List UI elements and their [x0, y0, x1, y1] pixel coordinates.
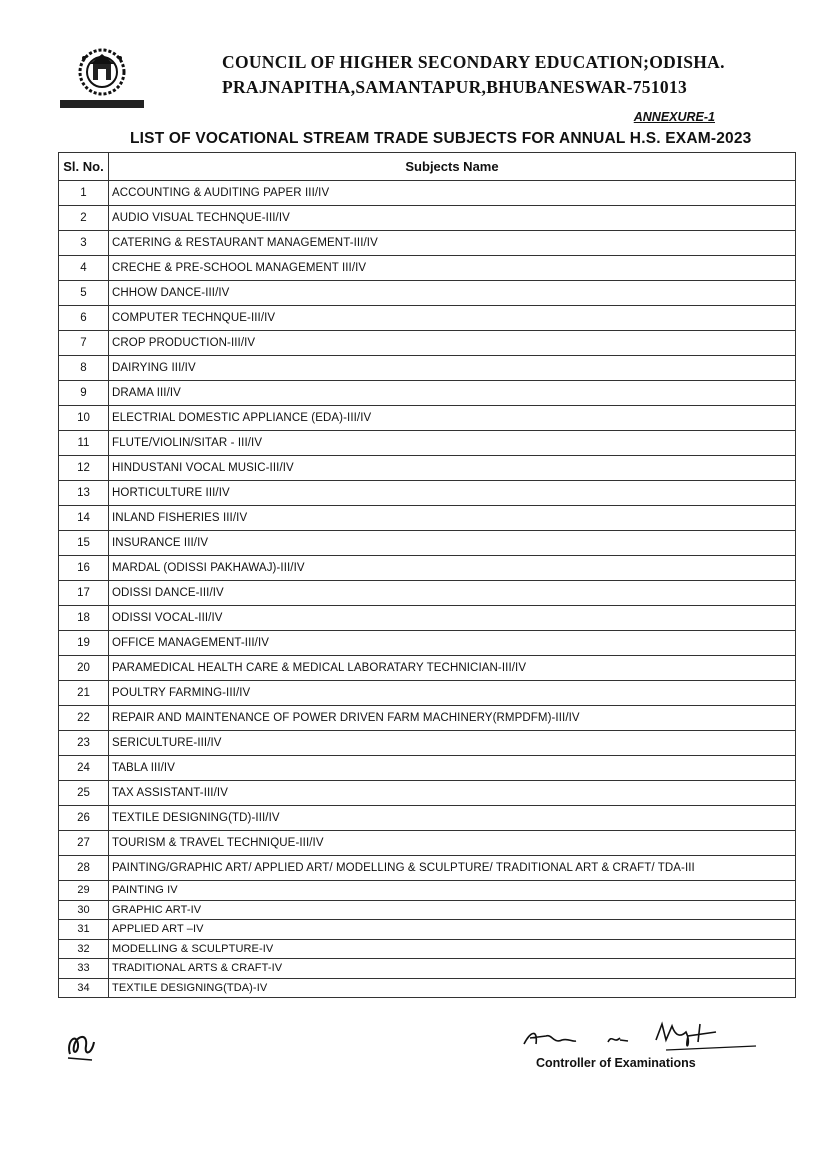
sl-no-cell: 25	[59, 781, 109, 806]
logo-caption-strip	[60, 100, 144, 108]
subjects-table	[58, 152, 796, 998]
subject-name-cell: AUDIO VISUAL TECHNQUE-III/IV	[109, 206, 796, 231]
sl-no-cell: 3	[59, 231, 109, 256]
subject-name-cell: DRAMA III/IV	[109, 381, 796, 406]
table-row	[59, 939, 796, 959]
table-row	[59, 831, 796, 856]
table-row	[59, 331, 796, 356]
subject-name-cell: MARDAL (ODISSI PAKHAWAJ)-III/IV	[109, 556, 796, 581]
sl-no-cell: 1	[59, 181, 109, 206]
table-row	[59, 581, 796, 606]
subject-name-cell: TRADITIONAL ARTS & CRAFT-IV	[109, 959, 796, 979]
sl-no-cell: 34	[59, 978, 109, 998]
sl-no-cell: 6	[59, 306, 109, 331]
initials-mark-icon	[62, 1024, 102, 1064]
table-row	[59, 181, 796, 206]
sl-no-cell: 29	[59, 881, 109, 901]
subject-name-cell: PARAMEDICAL HEALTH CARE & MEDICAL LABORATARY TECHNICIAN-III/IV	[109, 656, 796, 681]
table-header-row	[59, 153, 796, 181]
table-row	[59, 606, 796, 631]
sl-no-cell: 11	[59, 431, 109, 456]
table-row	[59, 756, 796, 781]
subject-name-cell: REPAIR AND MAINTENANCE OF POWER DRIVEN FARM MACHINERY(RMPDFM)-III/IV	[109, 706, 796, 731]
subject-name-cell: SERICULTURE-III/IV	[109, 731, 796, 756]
sl-no-cell: 10	[59, 406, 109, 431]
subject-name-cell: DAIRYING III/IV	[109, 356, 796, 381]
subject-name-cell: PAINTING IV	[109, 881, 796, 901]
sl-no-cell: 8	[59, 356, 109, 381]
subject-name-cell: OFFICE MANAGEMENT-III/IV	[109, 631, 796, 656]
subject-name-cell: CATERING & RESTAURANT MANAGEMENT-III/IV	[109, 231, 796, 256]
table-row	[59, 978, 796, 998]
sl-no-header: Sl. No.	[59, 153, 109, 181]
subject-name-cell: MODELLING & SCULPTURE-IV	[109, 939, 796, 959]
sl-no-cell: 28	[59, 856, 109, 881]
table-row	[59, 900, 796, 920]
subject-name-cell: GRAPHIC ART-IV	[109, 900, 796, 920]
table-row	[59, 531, 796, 556]
sl-no-cell: 17	[59, 581, 109, 606]
table-row	[59, 281, 796, 306]
table-row	[59, 431, 796, 456]
table-row	[59, 881, 796, 901]
table-row	[59, 556, 796, 581]
subject-name-cell: ODISSI VOCAL-III/IV	[109, 606, 796, 631]
sl-no-cell: 9	[59, 381, 109, 406]
subject-name-cell: TABLA III/IV	[109, 756, 796, 781]
table-row	[59, 781, 796, 806]
table-row	[59, 256, 796, 281]
subject-name-cell: CROP PRODUCTION-III/IV	[109, 331, 796, 356]
sl-no-cell: 27	[59, 831, 109, 856]
subject-name-cell: ACCOUNTING & AUDITING PAPER III/IV	[109, 181, 796, 206]
subject-name-cell: ODISSI DANCE-III/IV	[109, 581, 796, 606]
subject-name-cell: PAINTING/GRAPHIC ART/ APPLIED ART/ MODELLING & SCULPTURE/ TRADITIONAL ART & CRAFT/ TDA-III	[109, 856, 796, 881]
subject-name-cell: HINDUSTANI VOCAL MUSIC-III/IV	[109, 456, 796, 481]
subject-name-cell: FLUTE/VIOLIN/SITAR - III/IV	[109, 431, 796, 456]
table-row	[59, 681, 796, 706]
subject-name-cell: INSURANCE III/IV	[109, 531, 796, 556]
subject-name-cell: CHHOW DANCE-III/IV	[109, 281, 796, 306]
subject-name-cell: TAX ASSISTANT-III/IV	[109, 781, 796, 806]
controller-of-examinations: Controller of Examinations	[536, 1056, 696, 1070]
table-row	[59, 306, 796, 331]
subject-name-cell: HORTICULTURE III/IV	[109, 481, 796, 506]
table-row	[59, 920, 796, 940]
table-row	[59, 456, 796, 481]
subjects-name-header: Subjects Name	[109, 153, 796, 181]
sl-no-cell: 2	[59, 206, 109, 231]
table-row	[59, 481, 796, 506]
sl-no-cell: 30	[59, 900, 109, 920]
sl-no-cell: 4	[59, 256, 109, 281]
table-row	[59, 856, 796, 881]
table-body	[59, 181, 796, 998]
table-row	[59, 231, 796, 256]
sl-no-cell: 5	[59, 281, 109, 306]
table-row	[59, 381, 796, 406]
sl-no-cell: 14	[59, 506, 109, 531]
sl-no-cell: 26	[59, 806, 109, 831]
subject-name-cell: INLAND FISHERIES III/IV	[109, 506, 796, 531]
sl-no-cell: 19	[59, 631, 109, 656]
sl-no-cell: 7	[59, 331, 109, 356]
sl-no-cell: 20	[59, 656, 109, 681]
table-row	[59, 506, 796, 531]
subject-name-cell: TOURISM & TRAVEL TECHNIQUE-III/IV	[109, 831, 796, 856]
table-row	[59, 806, 796, 831]
sl-no-cell: 23	[59, 731, 109, 756]
sl-no-cell: 15	[59, 531, 109, 556]
table-row	[59, 406, 796, 431]
sl-no-cell: 24	[59, 756, 109, 781]
sl-no-cell: 31	[59, 920, 109, 940]
table-row	[59, 731, 796, 756]
annexure-label: ANNEXURE-1	[633, 110, 715, 124]
table-row	[59, 356, 796, 381]
council-name: COUNCIL OF HIGHER SECONDARY EDUCATION;ODISHA.	[222, 52, 725, 72]
sl-no-cell: 22	[59, 706, 109, 731]
table-row	[59, 206, 796, 231]
sl-no-cell: 16	[59, 556, 109, 581]
table-row	[59, 959, 796, 979]
table-row	[59, 656, 796, 681]
sl-no-cell: 32	[59, 939, 109, 959]
sl-no-cell: 13	[59, 481, 109, 506]
subject-name-cell: CRECHE & PRE-SCHOOL MANAGEMENT III/IV	[109, 256, 796, 281]
sl-no-cell: 33	[59, 959, 109, 979]
subject-name-cell: TEXTILE DESIGNING(TD)-III/IV	[109, 806, 796, 831]
council-address: PRAJNAPITHA,SAMANTAPUR,BHUBANESWAR-751013	[222, 77, 688, 97]
table-row	[59, 631, 796, 656]
sl-no-cell: 12	[59, 456, 109, 481]
list-title: LIST OF VOCATIONAL STREAM TRADE SUBJECTS FOR ANNUAL H.S. EXAM-2023	[130, 130, 752, 147]
sl-no-cell: 21	[59, 681, 109, 706]
subject-name-cell: TEXTILE DESIGNING(TDA)-IV	[109, 978, 796, 998]
subject-name-cell: APPLIED ART –IV	[109, 920, 796, 940]
sl-no-cell: 18	[59, 606, 109, 631]
table-row	[59, 706, 796, 731]
subject-name-cell: COMPUTER TECHNQUE-III/IV	[109, 306, 796, 331]
subject-name-cell: ELECTRIAL DOMESTIC APPLIANCE (EDA)-III/IV	[109, 406, 796, 431]
subject-name-cell: POULTRY FARMING-III/IV	[109, 681, 796, 706]
